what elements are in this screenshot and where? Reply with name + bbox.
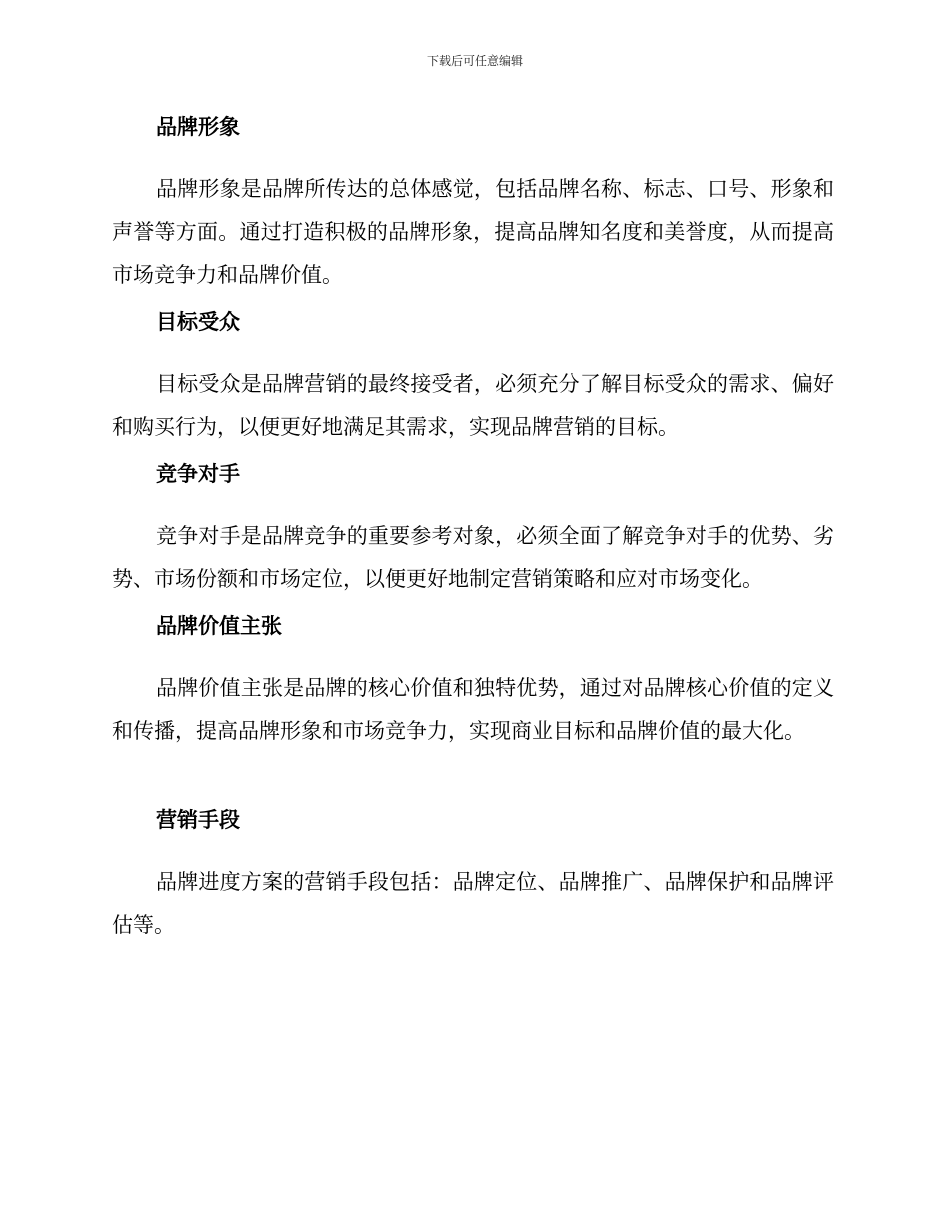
section-paragraph: 竞争对手是品牌竞争的重要参考对象，必须全面了解竞争对手的优势、劣势、市场份额和市场定位，以便更好地制定营销策略和应对市场变化。 bbox=[112, 524, 834, 591]
section-competitors bbox=[112, 460, 834, 601]
section-paragraph: 品牌进度方案的营销手段包括：品牌定位、品牌推广、品牌保护和品牌评估等。 bbox=[112, 870, 834, 937]
section-brand-image bbox=[112, 113, 834, 297]
section-heading: 品牌价值主张 bbox=[156, 614, 282, 638]
section-brand-value-proposition bbox=[112, 612, 834, 753]
section-marketing-means bbox=[112, 806, 834, 947]
section-heading: 营销手段 bbox=[156, 808, 240, 832]
section-heading: 目标受众 bbox=[156, 310, 240, 334]
section-paragraph: 品牌形象是品牌所传达的总体感觉，包括品牌名称、标志、口号、形象和声誉等方面。通过打造积极的品牌形象，提高品牌知名度和美誉度，从而提高市场竞争力和品牌价值。 bbox=[112, 177, 834, 287]
section-target-audience bbox=[112, 308, 834, 449]
page-header: 下载后可任意编辑 bbox=[426, 54, 523, 68]
section-heading: 品牌形象 bbox=[156, 115, 240, 139]
section-heading: 竞争对手 bbox=[156, 462, 240, 486]
section-paragraph: 目标受众是品牌营销的最终接受者，必须充分了解目标受众的需求、偏好和购买行为，以便更好地满足其需求，实现品牌营销的目标。 bbox=[112, 372, 834, 439]
section-paragraph: 品牌价值主张是品牌的核心价值和独特优势，通过对品牌核心价值的定义和传播，提高品牌形象和市场竞争力，实现商业目标和品牌价值的最大化。 bbox=[112, 676, 834, 743]
